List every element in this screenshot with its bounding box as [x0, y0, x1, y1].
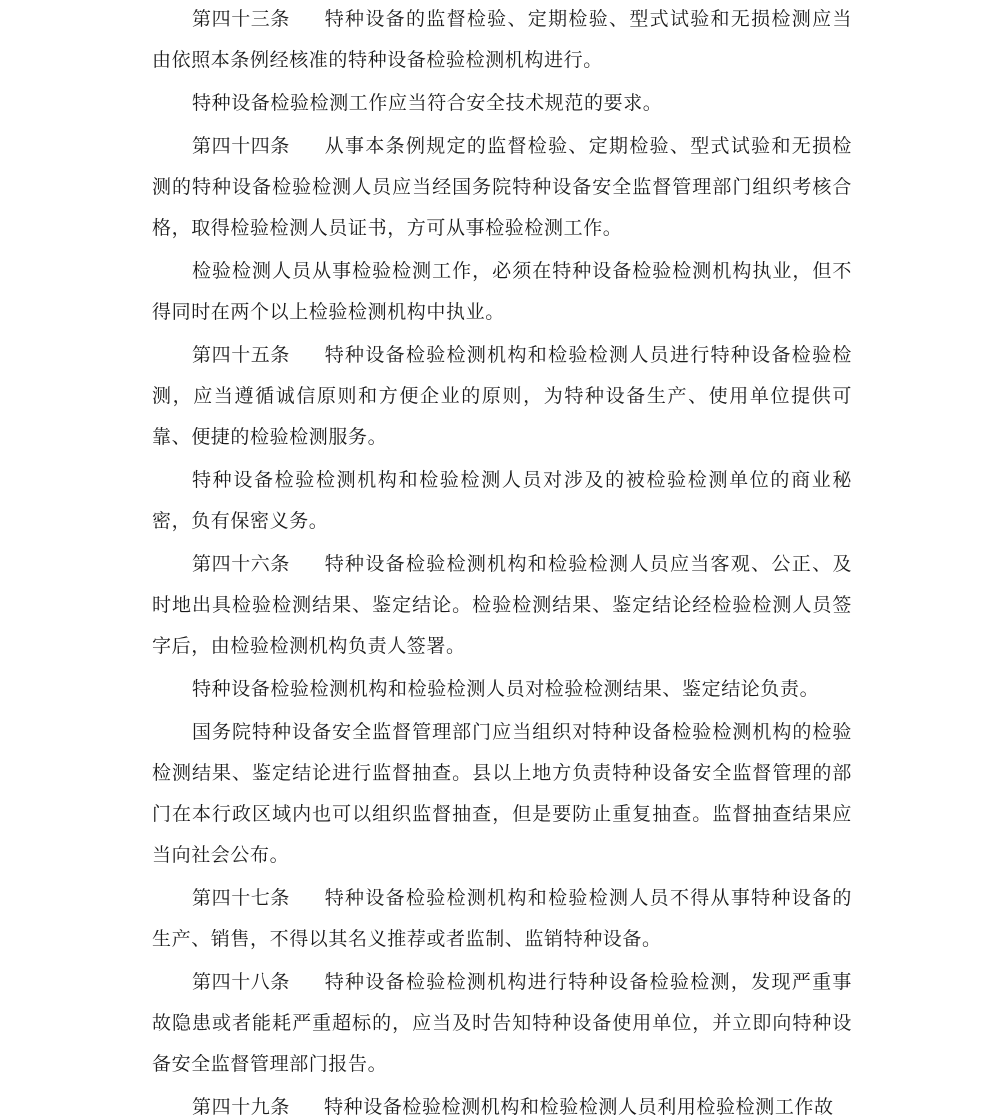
paragraph-text: 国务院特种设备安全监督管理部门应当组织对特种设备检验检测机构的检验检测结果、鉴定结论进行监督抽查。县以上地方负责特种设备安全监督管理的部门在本行政区域内也可以组织监督抽查，但是要防止重复抽查。监督抽查结果应当向社会公布。 [152, 721, 852, 866]
paragraph-article-48-1 [152, 962, 852, 1085]
paragraph-article-46-3 [152, 712, 852, 876]
paragraph-text: 特种设备检验检测机构和检验检测人员对检验检测结果、鉴定结论负责。 [192, 678, 820, 700]
article-number: 第四十三条 [192, 8, 291, 30]
paragraph-article-46-2 [152, 669, 852, 710]
paragraph-text: 从事本条例规定的监督检验、定期检验、型式试验和无损检测的特种设备检验检测人员应当经国务院特种设备安全监督管理部门组织考核合格，取得检验检测人员证书，方可从事检验检测工作。 [152, 135, 852, 239]
paragraph-text: 特种设备检验检测机构和检验检测人员利用检验检测工作故 [324, 1096, 834, 1118]
article-number: 第四十四条 [192, 135, 291, 157]
paragraph-article-49-1 [152, 1087, 852, 1119]
paragraph-article-43-1 [152, 0, 852, 81]
paragraph-text: 特种设备的监督检验、定期检验、型式试验和无损检测应当由依照本条例经核准的特种设备检验检测机构进行。 [152, 8, 852, 71]
paragraph-article-45-2 [152, 460, 852, 542]
paragraph-article-44-1 [152, 126, 852, 249]
paragraph-text: 特种设备检验检测机构和检验检测人员对涉及的被检验检测单位的商业秘密，负有保密义务。 [152, 469, 852, 532]
paragraph-text: 特种设备检验检测机构进行特种设备检验检测，发现严重事故隐患或者能耗严重超标的，应当及时告知特种设备使用单位，并立即向特种设备安全监督管理部门报告。 [152, 971, 852, 1075]
paragraph-text: 特种设备检验检测机构和检验检测人员应当客观、公正、及时地出具检验检测结果、鉴定结论。检验检测结果、鉴定结论经检验检测人员签字后，由检验检测机构负责人签署。 [152, 553, 852, 657]
article-number: 第四十八条 [192, 971, 291, 993]
paragraph-article-44-2 [152, 251, 852, 333]
paragraph-article-45-1 [152, 335, 852, 458]
paragraph-article-43-2 [152, 83, 852, 124]
document-body [152, 0, 852, 1119]
article-number: 第四十九条 [192, 1096, 291, 1118]
paragraph-article-46-1 [152, 544, 852, 667]
paragraph-text: 特种设备检验检测机构和检验检测人员进行特种设备检验检测，应当遵循诚信原则和方便企业的原则，为特种设备生产、使用单位提供可靠、便捷的检验检测服务。 [152, 344, 852, 448]
paragraph-text: 检验检测人员从事检验检测工作，必须在特种设备检验检测机构执业，但不得同时在两个以上检验检测机构中执业。 [152, 260, 852, 323]
paragraph-article-47-1 [152, 878, 852, 960]
article-number: 第四十六条 [192, 553, 291, 575]
article-number: 第四十七条 [192, 887, 291, 909]
paragraph-text: 特种设备检验检测工作应当符合安全技术规范的要求。 [192, 92, 663, 114]
paragraph-text: 特种设备检验检测机构和检验检测人员不得从事特种设备的生产、销售，不得以其名义推荐或者监制、监销特种设备。 [152, 887, 852, 950]
article-number: 第四十五条 [192, 344, 291, 366]
